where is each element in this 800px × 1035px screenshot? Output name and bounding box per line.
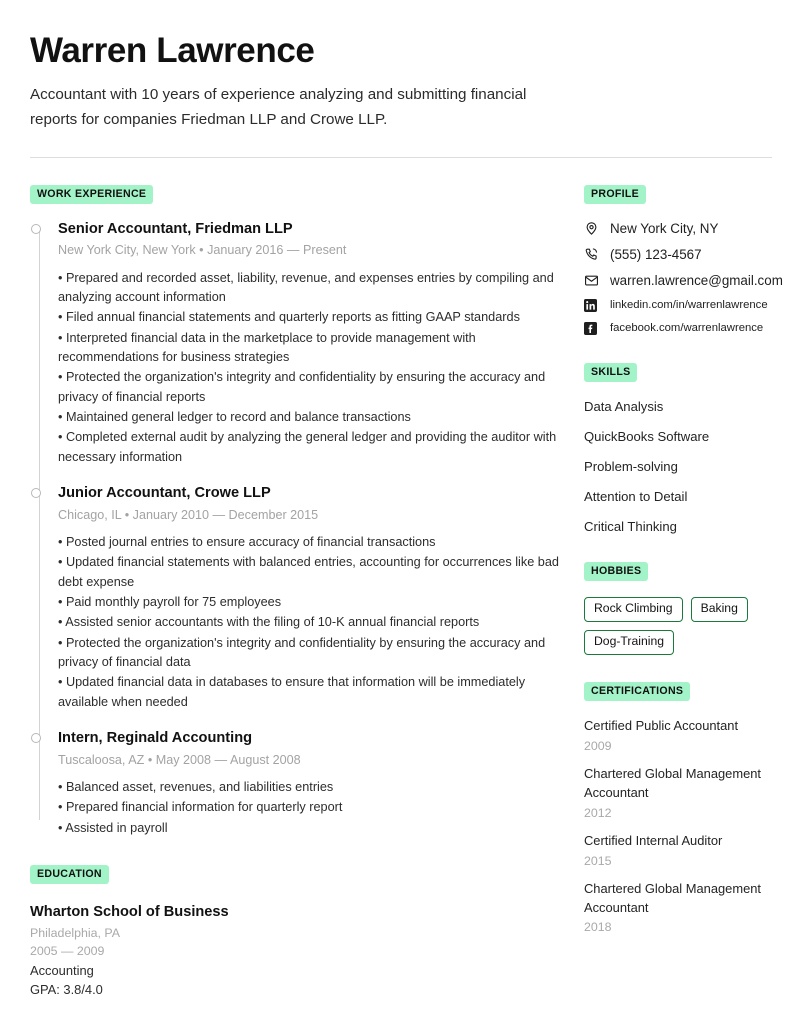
hobbies-label: HOBBIES bbox=[584, 562, 648, 581]
education-years: 2005 — 2009 bbox=[30, 944, 105, 959]
timeline-dot-icon bbox=[31, 224, 41, 234]
skill-item: Critical Thinking bbox=[584, 519, 677, 535]
profile-section bbox=[584, 184, 784, 337]
contact-list bbox=[584, 220, 784, 337]
job-bullet: • Prepared and recorded asset, liability, revenue, and expenses entries by compiling and analyzing account information bbox=[58, 270, 554, 305]
job-title: Senior Accountant, Friedman LLP bbox=[58, 220, 293, 237]
hobbies-chip-list bbox=[584, 597, 784, 655]
job-meta: Tuscaloosa, AZ • May 2008 — August 2008 bbox=[58, 752, 301, 767]
job-bullet: • Balanced asset, revenues, and liabilities entries bbox=[58, 780, 334, 795]
job-bullet: • Updated financial statements with balanced entries, accounting for occurrences like bad debt expense bbox=[58, 555, 559, 589]
job-title: Intern, Reginald Accounting bbox=[58, 729, 253, 746]
job-bullet: • Assisted in payroll bbox=[58, 820, 168, 835]
contact-row[interactable] bbox=[584, 220, 784, 238]
certifications-section bbox=[584, 681, 784, 937]
education-section bbox=[30, 864, 578, 1000]
contact-row[interactable] bbox=[584, 272, 784, 290]
certification-item bbox=[584, 832, 784, 870]
hobby-chip[interactable]: Rock Climbing bbox=[584, 597, 683, 622]
skills-section bbox=[584, 362, 784, 535]
timeline-dot-icon bbox=[31, 488, 41, 498]
hobby-chip[interactable]: Baking bbox=[691, 597, 748, 622]
education-school: Wharton School of Business bbox=[30, 904, 229, 921]
job-bullet: • Prepared financial information for quarterly report bbox=[58, 800, 343, 815]
certification-item bbox=[584, 880, 784, 937]
job-bullet: • Interpreted financial data in the marketplace to provide management with recommendations for business strategies bbox=[58, 330, 476, 365]
contact-text: facebook.com/warrenlawrence bbox=[610, 322, 764, 335]
skills-list bbox=[584, 398, 784, 535]
map-pin-icon bbox=[584, 221, 601, 236]
certification-name: Certified Internal Auditor bbox=[584, 832, 723, 848]
job-bullet: • Paid monthly payroll for 75 employees bbox=[58, 595, 282, 610]
hobbies-section bbox=[584, 561, 784, 655]
professional-summary: Accountant with 10 years of experience analyzing and submitting financial reports for companies Friedman LLP and Crowe LLP. bbox=[30, 86, 527, 128]
job-bullet: • Protected the organization's integrity and confidentiality by ensuring the accuracy and privacy of financial reports bbox=[58, 370, 546, 404]
facebook-icon bbox=[584, 322, 601, 335]
contact-row[interactable] bbox=[584, 298, 784, 313]
skill-item: Data Analysis bbox=[584, 399, 664, 415]
skills-label: SKILLS bbox=[584, 363, 637, 382]
experience-entry bbox=[58, 729, 578, 838]
timeline-dot-icon bbox=[31, 733, 41, 743]
contact-text: linkedin.com/in/warrenlawrence bbox=[610, 298, 768, 311]
resume-header bbox=[30, 30, 772, 133]
job-bullet: • Posted journal entries to ensure accuracy of financial transactions bbox=[58, 535, 436, 550]
education-label: EDUCATION bbox=[30, 865, 109, 884]
job-meta: Chicago, IL • January 2010 — December 2015 bbox=[58, 507, 319, 522]
certifications-list bbox=[584, 717, 784, 937]
header-divider bbox=[30, 157, 772, 158]
envelope-icon bbox=[584, 273, 601, 288]
certification-item bbox=[584, 717, 784, 755]
content-columns bbox=[30, 184, 783, 1000]
contact-row[interactable] bbox=[584, 321, 784, 336]
job-bullet: • Completed external audit by analyzing the general ledger and providing the auditor with necessary information bbox=[58, 430, 557, 464]
experience-entry bbox=[58, 484, 578, 712]
education-major: Accounting bbox=[30, 962, 94, 978]
certification-year: 2018 bbox=[584, 920, 612, 935]
job-bullet: • Maintained general ledger to record and balance transactions bbox=[58, 409, 411, 424]
education-location: Philadelphia, PA bbox=[30, 926, 121, 941]
work-experience-label: WORK EXPERIENCE bbox=[30, 185, 153, 204]
right-column bbox=[584, 184, 784, 1000]
linkedin-icon bbox=[584, 299, 601, 312]
education-entry bbox=[30, 904, 578, 1000]
work-experience-section bbox=[30, 184, 578, 838]
certification-year: 2012 bbox=[584, 805, 612, 820]
experience-timeline bbox=[30, 220, 578, 838]
job-bullet-list bbox=[58, 533, 578, 712]
job-bullet: • Updated financial data in databases to ensure that information will be immediately available when needed bbox=[58, 675, 526, 709]
experience-entry bbox=[58, 220, 578, 467]
job-bullet: • Protected the organization's integrity and confidentiality by ensuring the accuracy and privacy of financial data bbox=[58, 635, 546, 669]
certification-item bbox=[584, 765, 784, 822]
job-bullet: • Filed annual financial statements and quarterly reports as fitting GAAP standards bbox=[58, 310, 520, 325]
job-bullet-list bbox=[58, 778, 578, 838]
job-bullet: • Assisted senior accountants with the filing of 10-K annual financial reports bbox=[58, 615, 480, 630]
page-title: Warren Lawrence bbox=[30, 31, 315, 70]
contact-text: warren.lawrence@gmail.com bbox=[610, 272, 783, 288]
contact-row[interactable] bbox=[584, 246, 784, 264]
profile-label: PROFILE bbox=[584, 185, 646, 204]
contact-text: New York City, NY bbox=[610, 220, 719, 236]
certification-name: Chartered Global Management Accountant bbox=[584, 766, 761, 800]
certification-name: Certified Public Accountant bbox=[584, 718, 739, 734]
phone-icon bbox=[584, 247, 601, 262]
skill-item: QuickBooks Software bbox=[584, 429, 710, 445]
left-column bbox=[30, 184, 578, 1000]
job-title: Junior Accountant, Crowe LLP bbox=[58, 484, 271, 501]
education-gpa: GPA: 3.8/4.0 bbox=[30, 982, 103, 998]
certifications-label: CERTIFICATIONS bbox=[584, 682, 690, 701]
hobby-chip[interactable]: Dog-Training bbox=[584, 630, 674, 655]
skill-item: Attention to Detail bbox=[584, 489, 688, 505]
certification-year: 2009 bbox=[584, 738, 612, 753]
certification-year: 2015 bbox=[584, 853, 612, 868]
certification-name: Chartered Global Management Accountant bbox=[584, 881, 761, 915]
contact-text: (555) 123-4567 bbox=[610, 246, 702, 262]
skill-item: Problem-solving bbox=[584, 459, 678, 475]
job-bullet-list bbox=[58, 269, 578, 467]
job-meta: New York City, New York • January 2016 — Present bbox=[58, 243, 347, 258]
